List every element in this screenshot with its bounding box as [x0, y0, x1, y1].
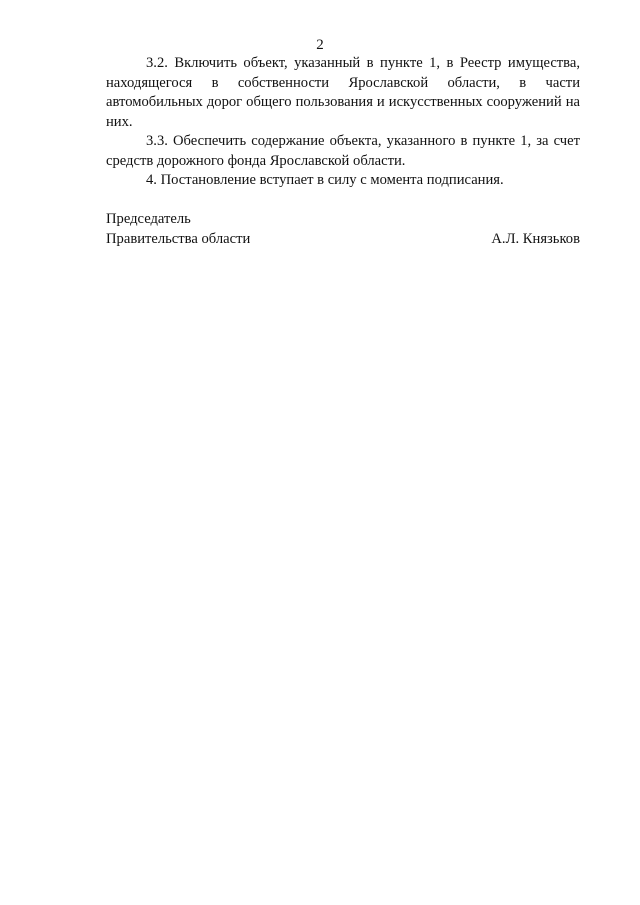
paragraph-4: 4. Постановление вступает в силу с момента подписания.: [146, 172, 504, 188]
signature-row: [106, 230, 580, 250]
document-body: [106, 54, 580, 191]
signatory-name: А.Л. Князьков: [491, 230, 580, 247]
page-number: 2: [316, 37, 324, 53]
signatory-title-line2: Правительства области: [106, 230, 251, 247]
paragraph-3-3: 3.3. Обеспечить содержание объекта, указанного в пункте 1, за счет средств дорожного фонда Ярославской области.: [106, 133, 580, 169]
paragraph-3-2: 3.2. Включить объект, указанный в пункте 1, в Реестр имущества, находящегося в собственности Ярославской области, в части автомобильных дорог общего пользования и искусственных сооружений на них.: [106, 55, 580, 130]
signatory-title-line1: Председатель: [106, 211, 191, 227]
signature-block: [106, 210, 580, 249]
